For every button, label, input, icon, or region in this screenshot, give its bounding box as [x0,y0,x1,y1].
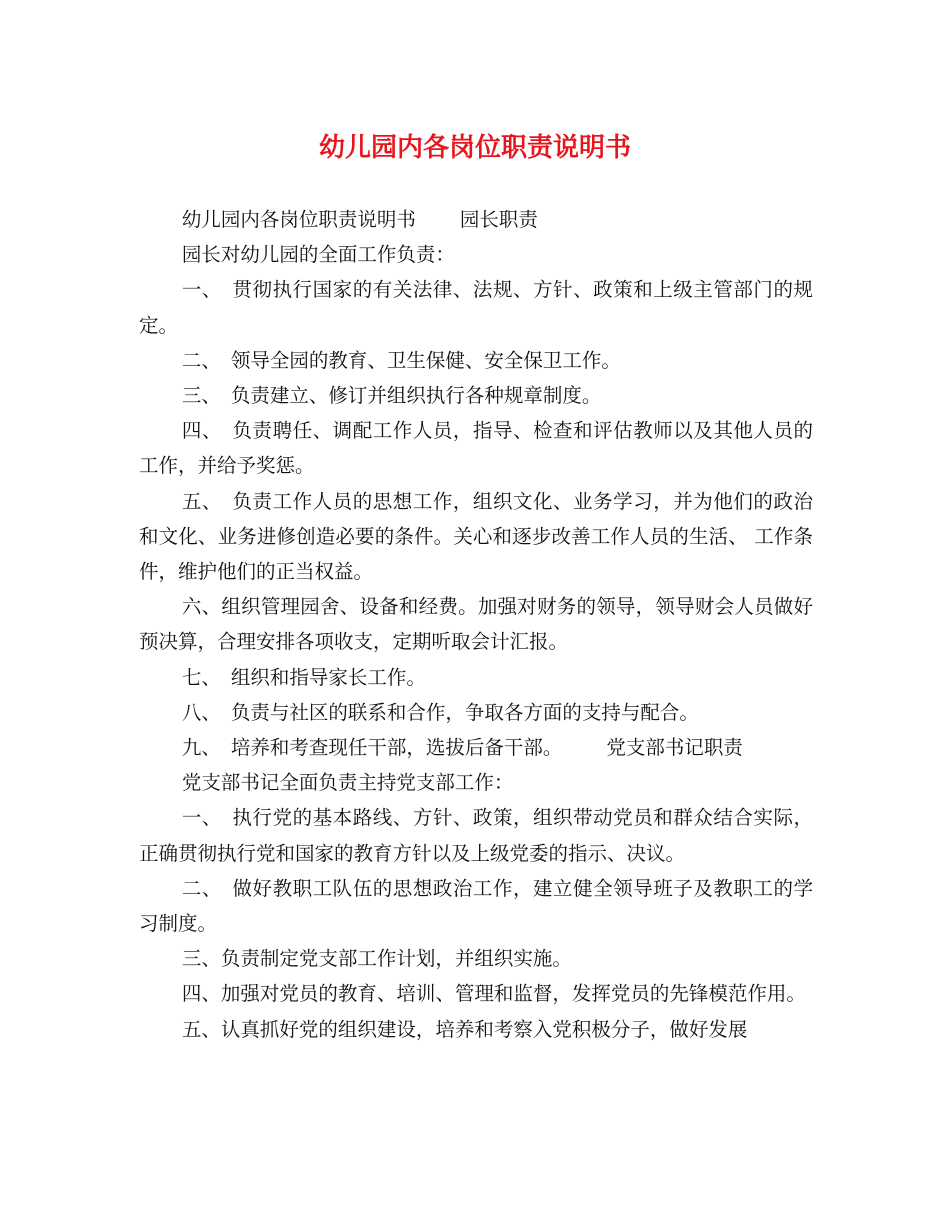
principal-item-6 [139,589,813,659]
secretary-section-title: 党支部书记职责 [606,736,743,760]
item-number: 三、 [181,384,221,408]
secretary-item-3 [139,941,813,976]
item-text: 负责聘任、调配工作人员，指导、检查和评估教师以及其他人员的工作，并给予奖惩。 [139,419,813,478]
item-number: 三、 [181,947,221,971]
item-number: 四、 [181,419,222,443]
principal-lead: 园长对幼儿园的全面工作负责： [181,243,455,267]
item-number: 一、 [181,806,222,830]
secretary-item-4 [139,976,813,1011]
item-number: 一、 [181,278,222,302]
item-text: 执行党的基本路线、方针、政策，组织带动党员和群众结合实际，正确贯彻执行党和国家的教育方针以及上级党委的指示、决议。 [139,806,813,865]
document-title: 幼儿园内各岗位职责说明书 [318,133,631,163]
intro-title-ref: 幼儿园内各岗位职责说明书 [181,208,416,231]
principal-item-7 [139,660,813,695]
item-text: 组织和指导家长工作。 [230,665,426,689]
principal-item-4 [139,413,813,483]
item-number: 九、 [181,736,221,760]
item-text: 负责建立、修订并组织执行各种规章制度。 [230,384,602,408]
item-number: 七、 [181,665,221,689]
item-text: 组织管理园舍、设备和经费。加强对财务的领导，领导财会人员做好预决算，合理安排各项收支，定期听取会计汇报。 [139,595,813,654]
principal-item-5 [139,484,813,590]
secretary-item-2 [139,871,813,941]
item-number: 五、 [181,1017,221,1041]
item-number: 四、 [181,982,221,1006]
item-text: 负责制定党支部工作计划，并组织实施。 [220,947,572,971]
item-number: 六、 [181,595,222,619]
item-text: 负责工作人员的思想工作，组织文化、业务学习，并为他们的政治和文化、业务进修创造必要的条件。关心和逐步改善工作人员的生活、 工作条件，维护他们的正当权益。 [139,489,813,584]
item-number: 八、 [181,700,221,724]
principal-item-1 [139,272,813,342]
item-text: 做好教职工队伍的思想政治工作，建立健全领导班子及教职工的学习制度。 [139,876,813,936]
secretary-lead: 党支部书记全面负责主持党支部工作： [181,771,514,795]
principal-item-2 [139,343,813,378]
item-text: 认真抓好党的组织建设，培养和考察入党积极分子，做好发展 [220,1017,748,1041]
principal-section-title: 园长职责 [459,208,538,231]
item-number: 二、 [181,876,222,900]
intro-line [139,202,813,237]
document-body [139,202,813,1047]
item-text: 贯彻执行国家的有关法律、法规、方针、政策和上级主管部门的规定。 [139,278,813,337]
principal-item-9 [139,730,813,765]
principal-item-3 [139,378,813,413]
item-text: 负责与社区的联系和合作，争取各方面的支持与配合。 [230,700,699,724]
item-number: 五、 [181,489,222,513]
item-text: 领导全园的教育、卫生保健、安全保卫工作。 [230,348,621,372]
item-number: 二、 [181,348,221,372]
secretary-item-1 [139,800,813,870]
secretary-item-5 [139,1012,813,1047]
item-text: 培养和考查现任干部，选拔后备干部。 [230,736,563,760]
principal-item-8 [139,695,813,730]
item-text: 加强对党员的教育、培训、管理和监督，发挥党员的先锋模范作用。 [220,982,806,1006]
